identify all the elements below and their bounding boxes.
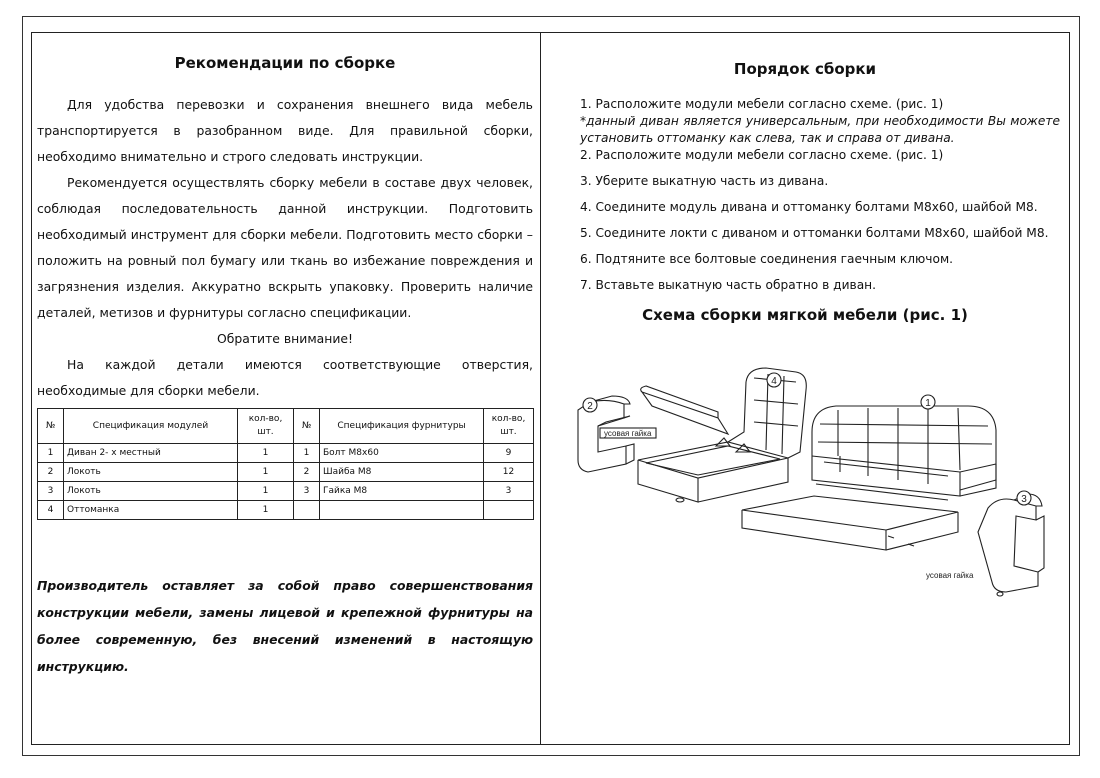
cell-num: 1 (38, 444, 64, 463)
step-6: 6. Подтяните все болтовые соединения гаечным ключом. (580, 252, 954, 266)
paragraph-transport: Для удобства перевозки и сохранения внешнего вида мебель транспортируется в разобранном виде. Для правильной сборки, необходимо внимательно и строго следовать инструкции. (37, 97, 533, 164)
header-qty-hardware: кол-во, шт. (484, 409, 534, 444)
specification-table (37, 408, 534, 520)
cell-qty: 1 (238, 501, 294, 520)
callout-4: 4 (771, 376, 777, 387)
cell-hardware: Гайка М8 (320, 482, 484, 501)
cell-module: Оттоманка (64, 501, 238, 520)
recommendations-column (37, 32, 533, 674)
cell-num: 4 (38, 501, 64, 520)
step-2: 2. Расположите модули мебели согласно схеме. (рис. 1) (580, 148, 944, 162)
paragraph-holes: На каждой детали имеются соответствующие отверстия, необходимые для сборки мебели. (37, 357, 533, 398)
assembly-order-title: Порядок сборки (733, 60, 877, 78)
step-4: 4. Соедините модуль дивана и оттоманку болтами М8х60, шайбой М8. (580, 200, 1038, 214)
cell-hardware (320, 501, 484, 520)
header-hardware: Спецификация фурнитуры (320, 409, 484, 444)
cell-qty: 9 (484, 444, 534, 463)
cell-module: Локоть (64, 463, 238, 482)
table-row (38, 501, 534, 520)
recommendations-title: Рекомендации по сборке (174, 54, 396, 72)
step-7: 7. Вставьте выкатную часть обратно в диван. (580, 278, 877, 292)
cell-qty: 1 (238, 444, 294, 463)
header-num-modules: № (38, 409, 64, 444)
sofa-assembly-diagram (568, 360, 1068, 600)
cell-module: Диван 2- х местный (64, 444, 238, 463)
cell-num: 2 (38, 463, 64, 482)
callout-1: 1 (925, 398, 931, 409)
header-qty-modules: кол-во, шт. (238, 409, 294, 444)
manufacturer-disclaimer: Производитель оставляет за собой право совершенствования конструкции мебели, замены лицевой и крепежной фурнитуры на более современную, без внесений изменений в настоящую инструкцию. (37, 578, 533, 674)
nut-label-left: усовая гайка (604, 429, 652, 438)
header-modules: Спецификация модулей (64, 409, 238, 444)
cell-num: 1 (294, 444, 320, 463)
table-row (38, 444, 534, 463)
callout-2: 2 (587, 401, 593, 412)
cell-hardware: Шайба М8 (320, 463, 484, 482)
header-num-hardware: № (294, 409, 320, 444)
cell-qty: 1 (238, 482, 294, 501)
cell-module: Локоть (64, 482, 238, 501)
sofa-part (812, 406, 996, 500)
armrest-right-part (978, 494, 1044, 596)
nut-label-right: усовая гайка (926, 571, 974, 580)
cell-num: 3 (38, 482, 64, 501)
callout-3: 3 (1021, 494, 1027, 505)
step-5: 5. Соедините локти с диваном и оттоманки болтами М8х60, шайбой М8. (580, 226, 1049, 240)
assembly-order-column (546, 32, 1064, 324)
column-divider (540, 32, 541, 745)
table-header-row (38, 409, 534, 444)
cell-qty (484, 501, 534, 520)
table-row (38, 482, 534, 501)
cell-hardware: Болт М8х60 (320, 444, 484, 463)
attention-note: Обратите внимание! (216, 331, 354, 346)
table-row (38, 463, 534, 482)
step-1: 1. Расположите модули мебели согласно схеме. (рис. 1) (580, 97, 944, 111)
universal-note: *данный диван является универсальным, при необходимости Вы можете установить оттоманку как слева, так и справа от дивана. (580, 114, 1060, 145)
assembly-steps (580, 96, 1060, 294)
roll-out-part (742, 496, 958, 550)
cell-qty: 1 (238, 463, 294, 482)
cell-num (294, 501, 320, 520)
ottoman-part (638, 368, 806, 502)
cell-num: 2 (294, 463, 320, 482)
paragraph-assembly: Рекомендуется осуществлять сборку мебели в составе двух человек, соблюдая последовательность данной инструкции. Подготовить необходимый инструмент для сборки мебели. Подготовить место сборки – положить на ровный пол бумагу или ткань во избежание повреждения и загрязнения изделия. Аккуратно вскрыть упаковку. Проверить наличие деталей, метизов и фурнитуры согласно спецификации. (37, 175, 533, 320)
step-3: 3. Уберите выкатную часть из дивана. (580, 174, 829, 188)
cell-num: 3 (294, 482, 320, 501)
cell-qty: 12 (484, 463, 534, 482)
scheme-title: Схема сборки мягкой мебели (рис. 1) (642, 306, 968, 324)
cell-qty: 3 (484, 482, 534, 501)
